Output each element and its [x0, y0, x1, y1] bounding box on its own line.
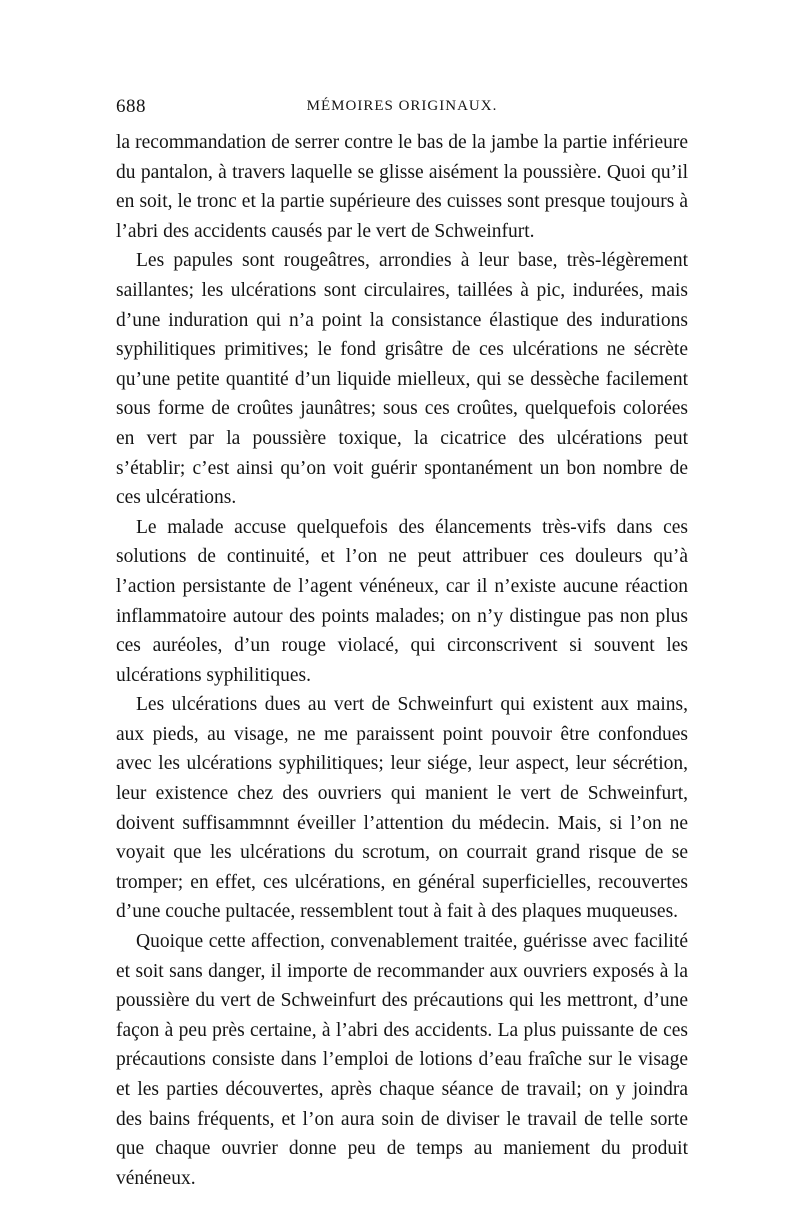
book-page	[116, 92, 688, 1193]
paragraph-papules: Les papules sont rougeâtres, arrondies à leur base, très-légèrement saillantes; les ulcérations sont circulaires, taillées à pic, indurées, mais d’une induration qui n’a point la consistance élastique des indurations syphilitiques primitives; le fond grisâtre de ces ulcérations ne sécrète qu’une petite quantité d’un liquide mielleux, qui se dessèche facilement sous forme de croûtes jaunâtres; sous ces croûtes, quelquefois colorées en vert par la poussière toxique, la cicatrice des ulcérations peut s’établir; c’est ainsi qu’on voit guérir spontanément un bon nombre de ces ulcérations.	[116, 250, 688, 509]
running-head: MÉMOIRES ORIGINAUX.	[306, 98, 498, 114]
paragraph-precautions: Quoique cette affection, convenablement traitée, guérisse avec facilité et soit sans danger, il importe de recommander aux ouvriers exposés à la poussière du vert de Schweinfurt des précautions qui les mettront, d’une façon à peu près certaine, à l’abri des accidents. La plus puissante de ces précautions consiste dans l’emploi de lotions d’eau fraîche sur le visage et les parties découvertes, après chaque séance de travail; on y joindra des bains fréquents, et l’on aura soin de diviser le travail de telle sorte que chaque ouvrier donne peu de temps au maniement du produit vénéneux.	[116, 931, 688, 1189]
page-number: 688	[116, 96, 146, 117]
page-header	[116, 92, 688, 128]
paragraph-continuation: la recommandation de serrer contre le bas de la jambe la partie inférieure du pantalon, à travers laquelle se glisse aisément la poussière. Quoi qu’il en soit, le tronc et la partie supérieure des cuisses sont presque toujours à l’abri des accidents causés par le vert de Schweinfurt.	[116, 132, 688, 242]
paragraph-diagnosis: Les ulcérations dues au vert de Schweinfurt qui existent aux mains, aux pieds, au visage, ne me paraissent point pouvoir être confondues avec les ulcérations syphilitiques; leur siége, leur aspect, leur sécrétion, leur existence chez des ouvriers qui manient le vert de Schweinfurt, doivent suffisammnnt éveiller l’attention du médecin. Mais, si l’on ne voyait que les ulcérations du scrotum, on courrait grand risque de se tromper; en effet, ces ulcérations, en général superficielles, recouvertes d’une couche pultacée, ressemblent tout à fait à des plaques muqueuses.	[116, 694, 688, 923]
body-text	[116, 128, 688, 1193]
paragraph-pain: Le malade accuse quelquefois des élancements très-vifs dans ces solutions de continuité, et l’on ne peut attribuer ces douleurs qu’à l’action persistante de l’agent vénéneux, car il n’existe aucune réaction inflammatoire autour des points malades; on n’y distingue pas non plus ces auréoles, d’un rouge violacé, qui circonscrivent si souvent les ulcérations syphilitiques.	[116, 516, 688, 686]
